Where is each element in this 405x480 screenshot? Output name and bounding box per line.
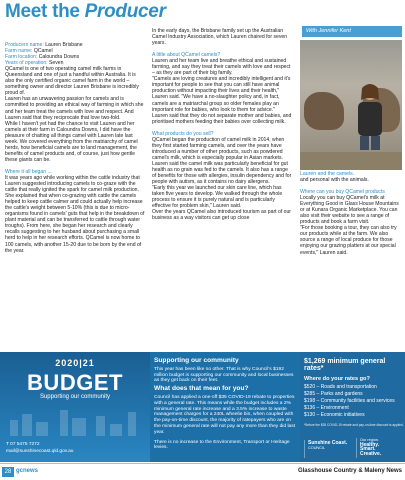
paragraph: Over the years QCamel also introduced tourism as part of our business as a way visitors can get up close [152,209,292,222]
paragraph: It was years ago while working within the cattle industry that Lauren suggested introducing camels to co-graze with the cattle that really ignited the spark for camel milk production. She explained that when co-grazing with cattle the camels helped to keep cattle calmer and could actually help increase the cattle's weight between 5-10% (this is due to micro-organisms found in camels' guts that help in the breakdown of plant material and can be transferred to cattle through water troughs). From here, she began her research and clearly recalls suggesting to her husband about purchasing a small herd to help in her research efforts. QCamel is now home to 100 camels, with another 15-20 due to be born by the end of the year. [5,174,145,254]
rates-panel [300,352,405,462]
budget-advertisement [0,352,405,462]
paragraph: Lauren has an unwavering passion for camels and is committed to providing an ethical way of farming in which she and her team treat the camels with love and respect. And Lauren said that they reciprocate that love two-fold. [5,96,144,121]
years-label: Years of operation: [5,60,48,67]
location-value: Caloundra Downs [38,54,80,61]
years-value: Seven [49,60,64,67]
paragraph: QCamel is one of two operating camel milk farms in Queensland and one of just a handful within Australia. It is also the only certified organic camel farm in the world – something owner and director Lauren Brisbane is incredibly proud of. [5,66,139,97]
producers-label: Producers name: [5,42,44,48]
support-heading: Supporting our community [154,357,239,364]
rates-item: $130 – Economic initiatives [304,412,365,418]
council-email[interactable]: mail@sunshinecoast.qld.gov.au [6,449,74,454]
council-logo-name: Sunshine Coast. [308,440,348,446]
region-tagline-logo [356,438,401,458]
rates-footnote: *Before the $35 COVID-19 rebate and pay-on-time discount is applied. [304,423,404,427]
paragraph: "Camels are loving creatures and incredibly intelligent and it's important for people to see that you can still have animal production without impacting their lives and their health," Lauren said. "We have a no-slaughter policy and, in fact, camels are a matriarchal group so older females play an important role for babies, who look to them for advice." [152,76,291,113]
section-heading: What products do you sell? [152,130,214,137]
levies-text: There is no increase to the Environment, Transport or Heritage levies. [154,439,290,451]
paragraph: "For those booking a tour, they can also try our products while at the farm. We also source a range of local produce for those enjoying our grazing platters at our special events," Lauren said. [300,225,397,256]
page-title [5,1,166,23]
rates-item: $136 – Environment [304,405,349,411]
budget-years: 2020|21 [55,358,95,368]
budget-info [150,352,300,462]
tagline-line: Smart. [360,446,376,453]
author-byline: With Jennifer Kent [302,26,402,37]
paragraph: QCamel began the production of camel milk in 2014, when they first started farming camels, and over the years have introduced a number of other products, such as powdered camel's milk, which is especially popular in Asian markets. [152,136,285,161]
section-heading: A little about QCamel camels? [152,52,221,59]
rates-item: $520 – Roads and transportation [304,384,377,390]
photo-caption: Lauren and the camels. [300,171,355,177]
article-column-3 [300,177,402,256]
farm-label: Farm name: [5,48,33,55]
article-column-1 [5,42,145,254]
paragraph: and personal with the animals. [300,177,369,183]
article-column-2 [152,28,292,221]
paragraph: "Early this year we launched our skin care line, which has taken five years to develop. We walked through the whole process to ensure it is purely natural and is particularly effective for problem skin," Lauren said. [152,185,283,210]
council-phone: T 07 5475 7272 [6,442,40,447]
rates-item: $198 – Community facilities and services [304,398,395,404]
paragraph: While I haven't yet had the chance to visit Lauren and her camels at their farm in Caloundra Downs, I did have the pleasure of chatting all things camel with Lauren late last week. We covered everything from the matriarchy of camel herds, how beneficial camels are to land management, the benefits of camel products and, of course, just how gentle these giants can be. [5,120,138,163]
publication-logo: gcnews [16,468,39,474]
tagline-line: Creative. [360,450,382,457]
rates-subheading: Where do your rates go? [304,376,370,382]
tagline-line: Our region. [360,438,379,442]
section-heading: Where can you buy QCamel products [300,189,385,196]
budget-subtitle: Supporting our community [39,394,111,400]
council-logo [304,440,350,458]
budget-title: BUDGET [27,370,123,395]
paragraph: Lauren and her team live and breathe ethical and sustained farming, and say they treat their camels with love and respect – as they are part of their big family. [152,58,291,77]
council-logo-word: COUNCIL [308,446,326,450]
city-skyline-graphic [0,406,150,436]
paragraph: Locally you can buy QCamel's milk at Everything Good in Glass House Mountains or at Kunara Organic Marketplace. You can also visit their website to see a range of products and book a farm visit. [300,195,399,226]
mean-text: Council has applied a one-off $35 COVID-19 rebate to properties with a general rate. This means while the budget includes a 2% minimum general rate increase and a 3.5% increase to waste management charges for a 240L wheelie bin, when coupled with the pay-on-time discount, the majority of ratepayers who are on the minimum general rate will not pay any more than they did last year. [154,394,296,435]
title-plain: Meet the [5,1,85,22]
rates-item: $285 – Parks and gardens [304,391,363,397]
budget-panel [0,352,150,462]
mean-heading: What does that mean for you? [154,385,249,393]
publication-title: Glasshouse Country & Maleny News [297,468,402,474]
section-heading: Where it all began ... [5,168,52,175]
paragraph: In the early days, the Brisbane family set up the Australian Camel Industry Association, which Lauren chaired for seven years. [152,28,288,47]
camel-shape [304,92,344,130]
title-emphasis: Producer [84,1,166,22]
rates-heading: $1,269 minimum general rates* [304,358,386,372]
paragraph: Lauren said the camel milk was particularly beneficial for gut health as no grain was fed to the camels. It also has a range of benefits for those with allergies, insulin dependency and for people with autism, as it contains no dairy allergens. [152,160,292,186]
location-label: Farm location: [5,54,38,61]
farm-value: QCamel [33,48,53,55]
page-footer [0,463,405,480]
article-photo [300,40,402,170]
producers-value: Lauren Brisbane [45,42,83,48]
person-figure [352,80,388,150]
page-number: 28 [2,467,14,477]
tagline-line: Healthy. [360,441,380,448]
support-text: This year has been like no other. That is why Council's $192 million budget is supporting our community and local businesses as they get back on their feet. [154,366,294,384]
paragraph: Lauren said that they do not separate mother and babies, and prioritised mothers feeding their babies over collecting milk. [152,112,292,125]
